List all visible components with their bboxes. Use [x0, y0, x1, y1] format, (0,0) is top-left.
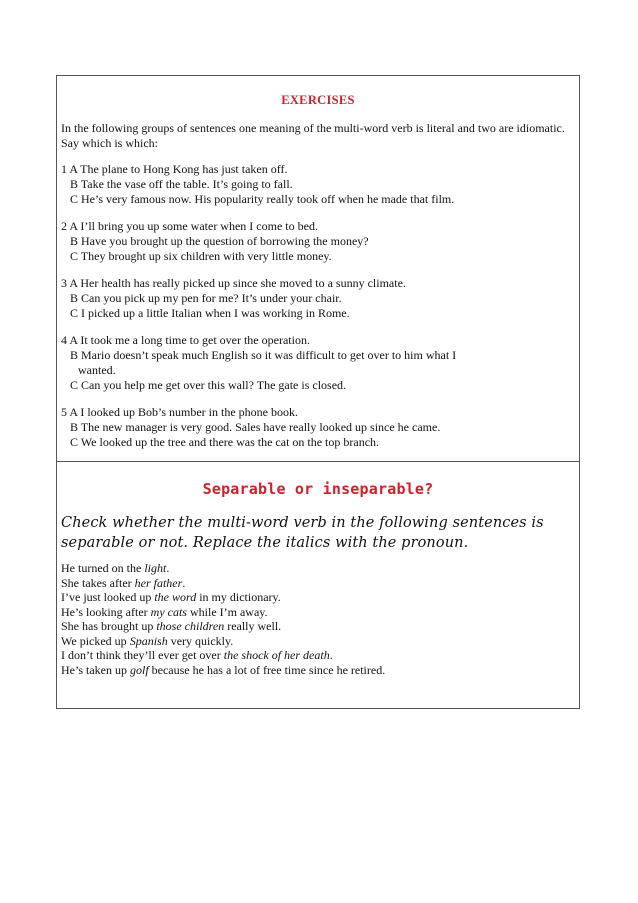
sentence-5b: B The new manager is very good. Sales have really looked up since he came. — [70, 420, 441, 434]
separable-instruction: Check whether the multi-word verb in the following sentences is separable or not. Replace the italics with the pronoun. — [61, 515, 544, 551]
sentence-text: . — [329, 648, 333, 662]
italic-phrase: Spanish — [129, 633, 168, 648]
sentence-2c: C They brought up six children with very little money. — [70, 249, 332, 263]
italic-phrase: my cats — [150, 604, 187, 619]
sentence-text: very quickly. — [167, 633, 234, 648]
sentence-4c: C Can you help me get over this wall? The gate is closed. — [70, 378, 347, 392]
exercises-box — [56, 75, 580, 462]
italic-phrase: the shock of her death — [223, 648, 330, 662]
sentence-text: She takes after — [61, 575, 135, 590]
sentence-text: We picked up — [61, 633, 130, 648]
separable-box — [56, 461, 580, 709]
sentence-1b: B Take the vase off the table. It’s going to fall. — [70, 177, 293, 191]
sentence-text: . — [182, 575, 186, 590]
exercise-group-4 — [61, 333, 573, 393]
sentence-text: He turned on the — [61, 561, 145, 575]
list-item — [61, 634, 573, 649]
sentence-text: She has brought up — [61, 619, 157, 633]
list-item — [61, 619, 573, 634]
exercise-group-5 — [61, 405, 573, 450]
sentence-text: . — [166, 561, 170, 575]
sentence-text: while I’m away. — [186, 604, 268, 619]
exercise-groups — [61, 162, 573, 462]
sentence-1c: C He’s very famous now. His popularity really took off when he made that film. — [70, 192, 455, 206]
sentence-text: I’ve just looked up — [61, 590, 155, 604]
sentence-text: He’s taken up — [61, 662, 130, 677]
exercise-group-2 — [61, 219, 573, 264]
italic-phrase: the word — [154, 590, 197, 604]
sentence-3c: C I picked up a little Italian when I was working in Rome. — [70, 306, 350, 320]
italic-phrase: light — [144, 561, 167, 575]
separable-title: Separable or inseparable? — [202, 480, 434, 498]
sentence-2b: B Have you brought up the question of borrowing the money? — [70, 234, 369, 248]
sentence-1a: 1 A The plane to Hong Kong has just taken off. — [61, 162, 288, 176]
sentence-4b-continued: wanted. — [78, 363, 116, 377]
list-item — [61, 605, 573, 620]
sentence-text: because he has a lot of free time since he retired. — [148, 662, 386, 677]
sentence-5c: C We looked up the tree and there was the cat on the top branch. — [70, 435, 380, 449]
sentence-text: really well. — [224, 619, 282, 633]
sentence-3a: 3 A Her health has really picked up since she moved to a sunny climate. — [61, 276, 406, 290]
list-item — [61, 663, 573, 678]
separable-sentences — [61, 561, 573, 677]
sentence-2a: 2 A I’ll bring you up some water when I come to bed. — [61, 219, 318, 233]
exercise-group-3 — [61, 276, 573, 321]
sentence-4a: 4 A It took me a long time to get over the operation. — [61, 333, 310, 347]
italic-phrase: golf — [129, 662, 149, 677]
sentence-4b: B Mario doesn’t speak much English so it was difficult to get over to him what I — [70, 348, 457, 362]
exercises-intro: In the following groups of sentences one meaning of the multi-word verb is literal and two are idiomatic. Say which is which: — [61, 121, 565, 150]
list-item — [61, 576, 573, 591]
italic-phrase: her father — [134, 575, 183, 590]
sentence-5a: 5 A I looked up Bob’s number in the phone book. — [61, 405, 298, 419]
exercises-title: EXERCISES — [281, 93, 355, 107]
list-item — [61, 648, 573, 663]
list-item — [61, 590, 573, 605]
exercise-group-1 — [61, 162, 573, 207]
sentence-text: in my dictionary. — [196, 590, 281, 604]
sentence-3b: B Can you pick up my pen for me? It’s under your chair. — [70, 291, 342, 305]
sentence-text: He’s looking after — [61, 604, 151, 619]
sentence-text: I don’t think they’ll ever get over — [61, 648, 224, 662]
italic-phrase: those children — [156, 619, 225, 633]
list-item — [61, 561, 573, 576]
